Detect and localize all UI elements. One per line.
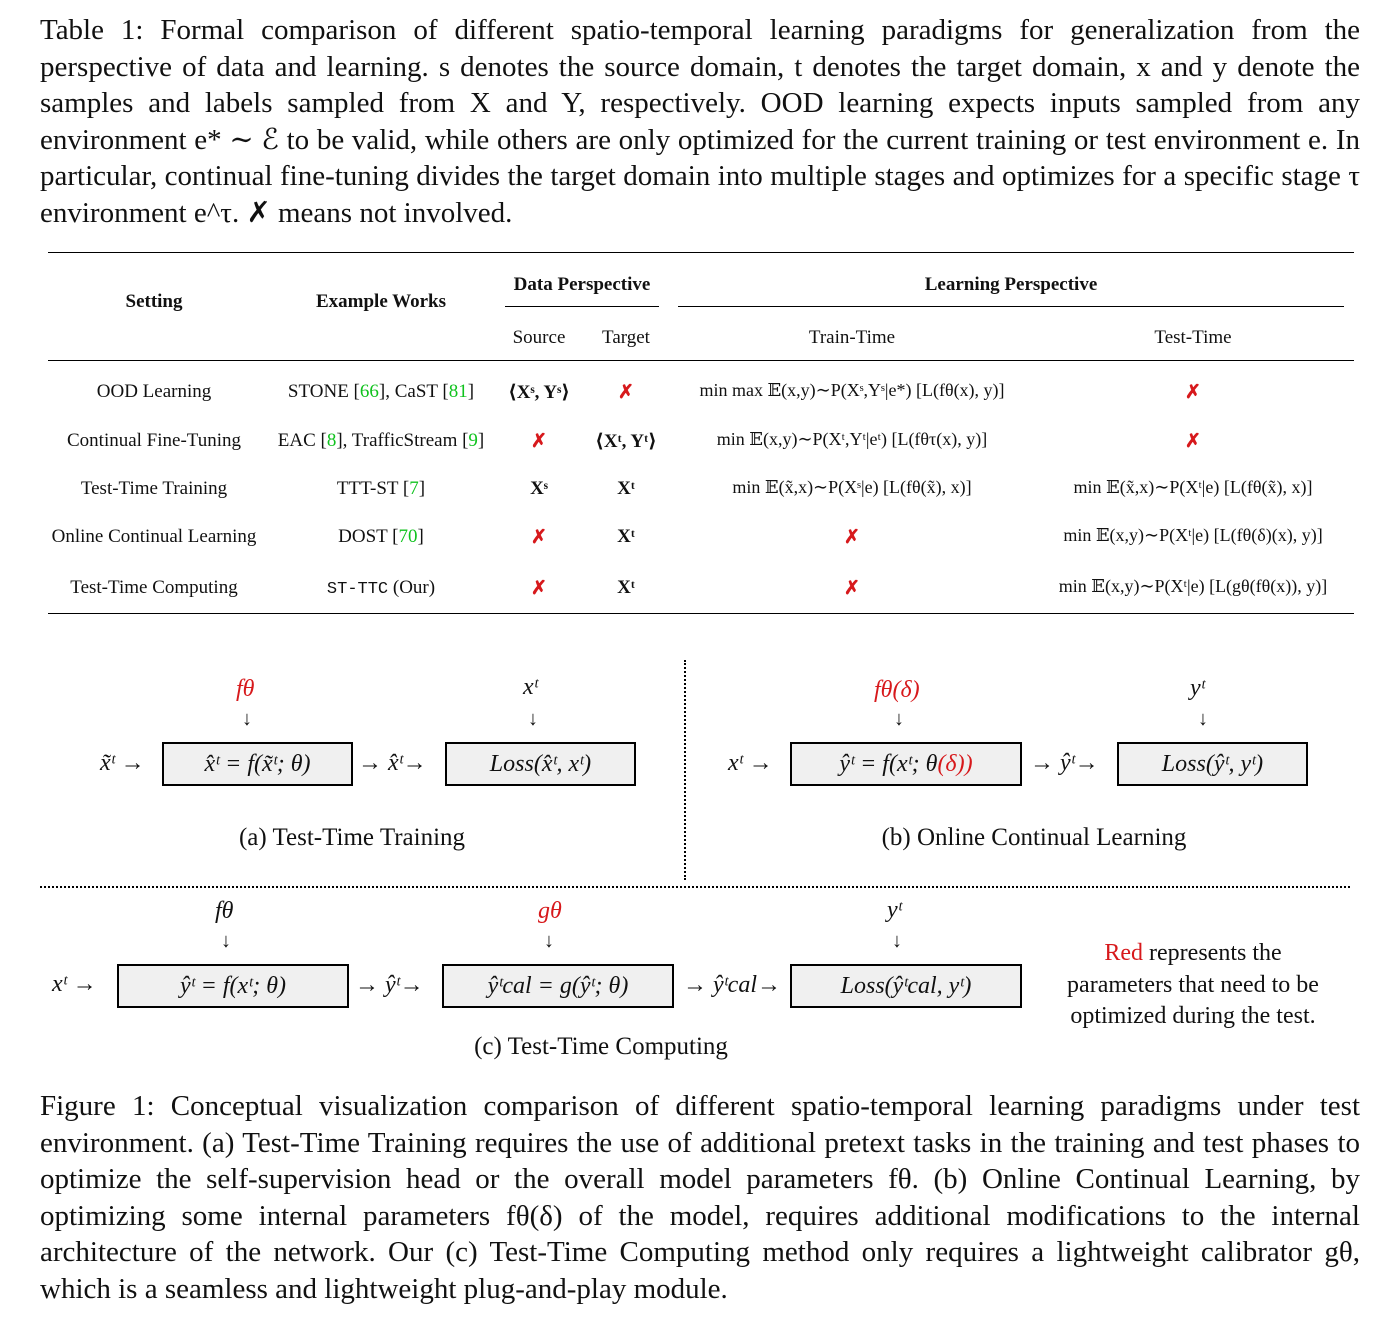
header-learning-perspective: Learning Perspective [924,274,1098,295]
row-source: ✗ [531,431,547,452]
arrow-down-icon: ↓ [1198,708,1208,730]
panel-divider-horizontal [40,886,1350,888]
row-source: Xˢ [530,478,548,499]
panel-b-caption: (b) Online Continual Learning [881,824,1187,851]
row-setting: Online Continual Learning [51,526,257,547]
row-test-formula: min 𝔼(x,y)∼P(Xᵗ|e) [L(gθ(fθ(x)), y)] [1058,576,1328,596]
arrow-down-icon: ↓ [544,930,554,952]
panel-divider-vertical [684,660,686,880]
row-target: Xᵗ [617,577,635,598]
row-source: ⟨Xˢ, Yˢ⟩ [508,382,570,403]
row-setting: OOD Learning [96,381,212,402]
panel-a-caption: (a) Test-Time Training [238,824,466,851]
row-train: ✗ [844,578,860,599]
panel-c-mid1: → ŷᵗ→ [355,972,424,998]
row-train-formula: min 𝔼(x,y)∼P(Xᵗ,Yᵗ|eᵗ) [L(fθτ(x), y)] [716,429,988,449]
row-train-formula: min max 𝔼(x,y)∼P(Xˢ,Yˢ|e*) [L(fθ(x), y)] [699,380,1005,400]
arrow-down-icon: ↓ [528,708,538,730]
panel-b-target: yᵗ [1190,675,1205,701]
row-works: TTT-ST [7] [336,478,426,499]
figure-caption [40,1088,1360,1307]
row-source: ✗ [531,578,547,599]
header-source: Source [512,327,566,348]
table-caption-text: Formal comparison of different spatio-temporal learning paradigms for generalization from the perspective of data and learning. s denotes the source domain, t denotes the target domain, x and y denote the samples and labels sampled from X and Y, respectively. OOD learning expects inputs sampled from any environment e* ∼ ℰ to be valid, while others are only optimized for the current training or test environment e. In particular, continual fine-tuning divides the target domain into multiple stages and optimizes for a specific stage τ environment e^τ. ✗ means not involved. [40,14,1360,229]
panel-c-calibrator-box: ŷᵗcal = g(ŷᵗ; θ) [442,964,674,1008]
panel-c-param-f: fθ [215,898,234,924]
panel-b-mid: → ŷᵗ→ [1030,750,1099,776]
row-works: DOST [70] [338,526,424,547]
table-mid-rule [48,360,1354,361]
row-target: Xᵗ [617,478,635,499]
row-test-formula: min 𝔼(x̃,x)∼P(Xᵗ|e) [L(fθ(x̃), x)] [1073,477,1313,497]
panel-a-input: x̃ᵗ → [100,750,145,776]
header-example-works: Example Works [315,291,447,312]
learning-perspective-rule [678,306,1344,307]
table-caption [40,12,1360,231]
row-target: Xᵗ [617,526,635,547]
arrow-down-icon: ↓ [894,708,904,730]
row-works: STONE [66], CaST [81] [287,381,475,402]
table-top-rule [48,252,1354,253]
row-setting: Test-Time Computing [70,577,238,598]
row-works: EAC [8], TrafficStream [9] [277,430,485,451]
header-setting: Setting [125,291,183,312]
panel-c-model-box: ŷᵗ = f(xᵗ; θ) [117,964,349,1008]
panel-b-model-box: ŷᵗ = f(xᵗ; θ (δ)) [790,742,1022,786]
row-works: ST-TTC (Our) [326,577,436,599]
row-test-formula: min 𝔼(x,y)∼P(Xᵗ|e) [L(fθ(δ)(x), y)] [1063,525,1323,545]
arrow-down-icon: ↓ [242,708,252,730]
data-perspective-rule [505,306,659,307]
panel-b-param: fθ(δ) [874,677,920,703]
header-train-time: Train-Time [808,327,896,348]
figure-caption-label: Figure 1: [40,1090,155,1122]
panel-c-loss-box: Loss(ŷᵗcal, yᵗ) [790,964,1022,1008]
panel-a-param: fθ [236,676,255,702]
header-test-time: Test-Time [1154,327,1232,348]
arrow-down-icon: ↓ [221,930,231,952]
figure-caption-text: Conceptual visualization comparison of different spatio-temporal learning paradigms under test environment. (a) Test-Time Training requires the use of additional pretext tasks in the training and test phases to optimize the self-supervision head or the overall model parameters fθ. (b) Online Continual Learning, by optimizing some internal parameters fθ(δ) of the model, requires additional modifications to the internal architecture of the network. Our (c) Test-Time Computing method only requires a lightweight calibrator gθ, which is a seamless and lightweight plug-and-play module. [40,1090,1360,1305]
panel-c-target: yᵗ [887,897,902,923]
row-target: ✗ [618,382,634,403]
row-setting: Continual Fine-Tuning [66,430,242,451]
panel-b-input: xᵗ → [728,750,773,776]
row-train: ✗ [844,527,860,548]
panel-c-param-g: gθ [538,898,562,924]
table-caption-label: Table 1: [40,14,144,46]
panel-c-caption: (c) Test-Time Computing [474,1033,728,1060]
row-setting: Test-Time Training [80,478,228,499]
panel-a-target: xᵗ [523,674,538,700]
row-test: ✗ [1185,382,1201,403]
header-data-perspective: Data Perspective [513,274,651,295]
header-target: Target [602,327,650,348]
row-test: ✗ [1185,431,1201,452]
arrow-down-icon: ↓ [892,930,902,952]
panel-a-model-box: x̂ᵗ = f(x̃ᵗ; θ) [162,742,353,786]
legend-red-word: Red [1104,940,1144,966]
panel-a-mid: → x̂ᵗ→ [358,750,427,776]
panel-c-input: xᵗ → [52,971,97,997]
table-bottom-rule [48,613,1354,614]
panel-a-loss-box: Loss(x̂ᵗ, xᵗ) [445,742,636,786]
row-target: ⟨Xᵗ, Yᵗ⟩ [595,431,657,452]
row-source: ✗ [531,527,547,548]
row-train-formula: min 𝔼(x̃,x)∼P(Xˢ|e) [L(fθ(x̃), x)] [732,477,972,497]
figure-legend: Red represents the parameters that need to be optimized during the test. [1067,940,1319,1029]
panel-c-mid2: → ŷᵗcal→ [683,972,782,998]
panel-b-loss-box: Loss(ŷᵗ, yᵗ) [1117,742,1308,786]
